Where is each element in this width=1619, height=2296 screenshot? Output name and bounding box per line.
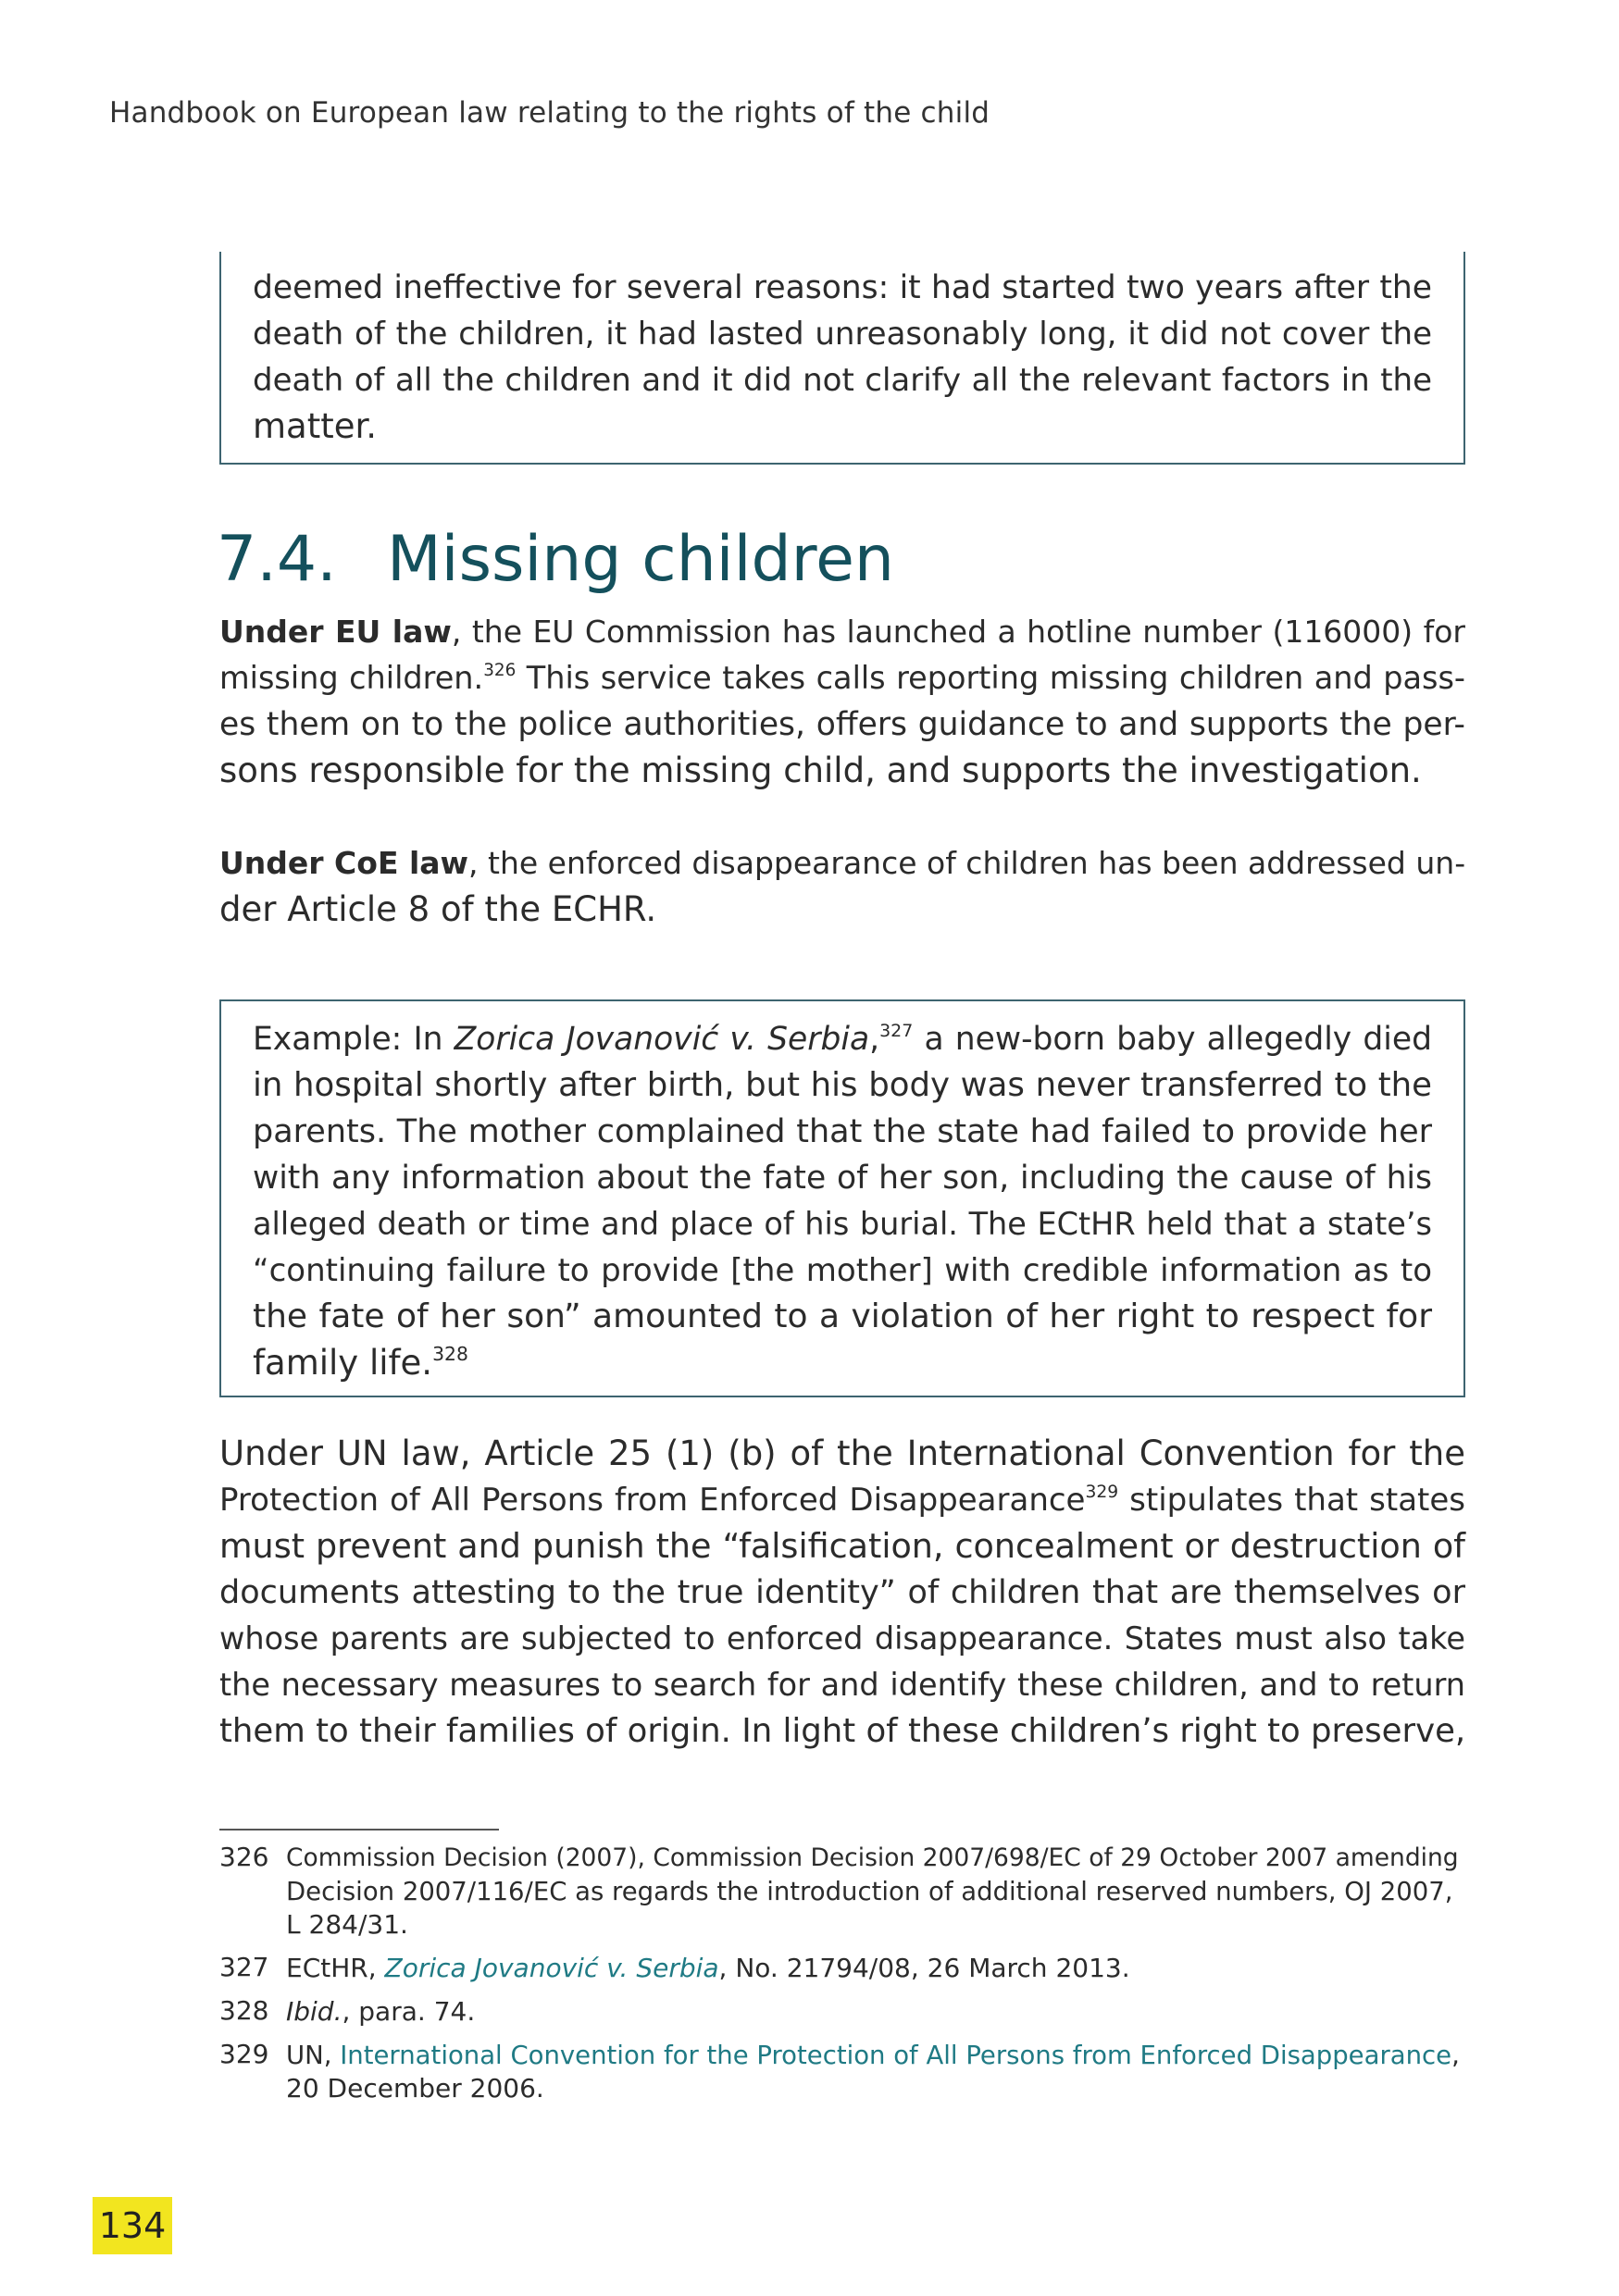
box-line: matter. [253, 406, 378, 446]
case-box-continued [219, 252, 1465, 465]
footnote-line: UN, International Convention for the Protection of All Persons from Enforced Disappearance, [286, 2041, 1460, 2070]
paragraph-coe-law [219, 840, 1465, 933]
footnote-line: ECtHR, Zorica Jovanović v. Serbia, No. 21794/08, 26 March 2013. [286, 1953, 1130, 1983]
paragraph-line: the necessary measures to search for and identify these children, and to return [219, 1667, 1465, 1703]
footnote-line: L 284/31. [286, 1909, 408, 1940]
paragraph-line: missing children.$^{326}$ This service takes calls reporting missing children and pass- [219, 660, 1466, 696]
footnote-divider [219, 1829, 499, 1831]
paragraph-line: Under EU law, the EU Commission has launched a hotline number (116000) for [219, 614, 1465, 650]
lead-label: Under EU law [219, 614, 452, 650]
paragraph-line: es them on to the police authorities, offers guidance to and supports the per- [219, 706, 1465, 743]
case-link[interactable]: Zorica Jovanović v. Serbia [384, 1953, 719, 1983]
example-line: family life.$^{328}$ [253, 1342, 468, 1383]
footnote-line: Decision 2007/116/EC as regards the introduction of additional reserved numbers, OJ 2007, [286, 1877, 1453, 1906]
footnote-line: 20 December 2006. [286, 2073, 544, 2104]
footnote-328 [219, 1995, 1469, 2029]
example-line: with any information about the fate of her son, including the cause of his [253, 1160, 1432, 1197]
paragraph-line: der Article 8 of the ECHR. [219, 889, 657, 929]
example-line: “continuing failure to provide [the mother] with credible information as to [253, 1252, 1432, 1289]
paragraph-un-law [219, 1431, 1465, 1755]
box-line: death of the children, it had lasted unreasonably long, it did not cover the [253, 316, 1432, 353]
page-number: 134 [93, 2197, 172, 2254]
footnote-326 [219, 1842, 1469, 1942]
section-title: Missing children [387, 523, 895, 596]
footnote-number: 328 [219, 1995, 269, 2026]
footnotes [219, 1842, 1469, 2116]
paragraph-line: whose parents are subjected to enforced disappearance. States must also take [219, 1620, 1465, 1657]
case-name: Zorica Jovanović v. Serbia [454, 1021, 870, 1058]
footnote-line: Commission Decision (2007), Commission Decision 2007/698/EC of 29 October 2007 amending [286, 1843, 1459, 1872]
example-line: alleged death or time and place of his burial. The ECtHR held that a state’s [253, 1206, 1432, 1242]
example-box [219, 999, 1465, 1397]
example-line: Example: In Zorica Jovanović v. Serbia,$^{327}$ a new-born baby allegedly died [253, 1020, 1432, 1058]
example-line: the fate of her son” amounted to a violation of her right to respect for [253, 1297, 1432, 1335]
paragraph-line: them to their families of origin. In light of these children’s right to preserve, [219, 1712, 1466, 1750]
paragraph-line: Under CoE law, the enforced disappearance of children has been addressed un- [219, 845, 1466, 881]
footnote-ref[interactable]: 326 [483, 661, 517, 681]
box-line: death of all the children and it did not clarify all the relevant factors in the [253, 362, 1432, 399]
footnote-number: 327 [219, 1952, 269, 1982]
paragraph-line: documents attesting to the true identity” of children that are themselves or [219, 1574, 1465, 1611]
footnote-number: 326 [219, 1842, 269, 1872]
footnote-327 [219, 1952, 1469, 1985]
example-line: parents. The mother complained that the state had failed to provide her [253, 1113, 1432, 1150]
footnote-ref[interactable]: 327 [879, 1020, 914, 1041]
example-line: in hospital shortly after birth, but his body was never transferred to the [253, 1066, 1432, 1104]
box-line: deemed ineffective for several reasons: it had started two years after the [253, 269, 1432, 306]
footnote-ref[interactable]: 329 [1085, 1482, 1119, 1502]
paragraph-line: Protection of All Persons from Enforced Disappearance$^{329}$ stipulates that states [219, 1482, 1465, 1519]
section-number: 7.4. [217, 523, 337, 596]
paragraph-line: Under UN law, Article 25 (1) (b) of the International Convention for the [219, 1433, 1465, 1473]
lead-label: Under CoE law [219, 845, 469, 881]
paragraph-eu-law [219, 609, 1465, 794]
footnote-number: 329 [219, 2039, 269, 2069]
convention-link[interactable]: International Convention for the Protection of All Persons from Enforced Disappearance [340, 2041, 1452, 2070]
footnote-ref[interactable]: 328 [432, 1342, 468, 1365]
footnote-329 [219, 2039, 1469, 2105]
running-header: Handbook on European law relating to the rights of the child [109, 96, 990, 130]
paragraph-line: sons responsible for the missing child, and supports the investigation. [219, 751, 1422, 790]
paragraph-line: must prevent and punish the “falsification, concealment or destruction of [219, 1526, 1465, 1566]
section-heading [217, 518, 894, 602]
footnote-line: Ibid., para. 74. [286, 1996, 476, 2027]
